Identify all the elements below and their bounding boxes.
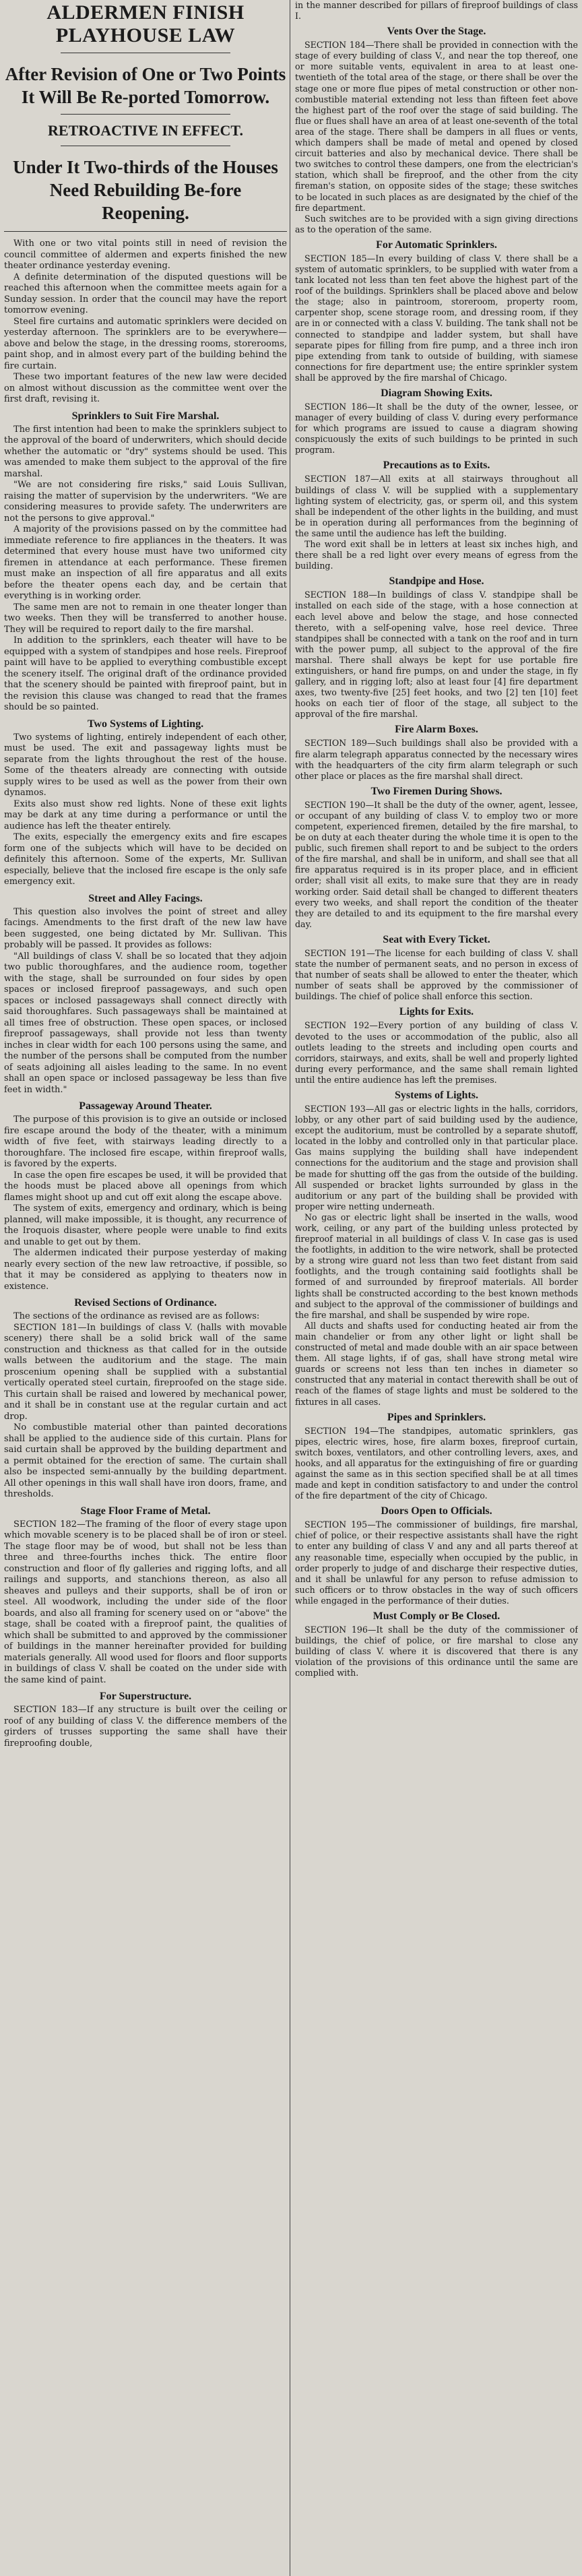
paragraph: SECTION 184—There shall be provided in connection with the stage of every building of class V., and near the top thereof, one or more suitable vents, equivalent in area to at least one-twentieth of the total area of the stage, or there shall be over the stage one or more flue pipes of metal construction or other non-combustible material extending not less than fifteen feet above the highest part of the roof over the stage of said building. The flue or flues shall have an area of at least one-seventh of the total area of the stage. There shall be dampers in all flues or vents, which dampers shall be made of metal and opened by closed circuit batteries and also by mechanical device. There shall be two switches to control these dampers, one from the electrician's station, which shall be fireproof, and the other from the city fireman's station, on opposite sides of the stage; these switches to be located in such places as are designated by the chief of the fire department. bbox=[295, 40, 578, 213]
paragraph: With one or two vital points still in need of revision the council committee of aldermen and experts finished the new theater ordinance yesterday evening. bbox=[4, 239, 287, 271]
subheading: Passageway Around Theater. bbox=[79, 1100, 212, 1112]
paragraph: SECTION 196—It shall be the duty of the commissioner of buildings, the chief of police, or fire marshal to close any building of class V. where it is discovered that there is any violation of the provisions of this ordinance until the same are complied with. bbox=[295, 1625, 578, 1678]
paragraph: SECTION 182—The framing of the floor of every stage upon which movable scenery is to be placed shall be of iron or steel. The stage floor may be of wood, but shall not be less than three and three-fourths inches thick. The entire floor construction and floor of fly galleries and rigging lofts, and all railings and supports, and stanchions thereon, as also all sheaves and pulleys and their supports, shall be of iron or steel. All woodwork, including the under side of the floor boards, and also all framing for scenery used on or "above" the stage, shall be coated with a fireproof paint, the qualities of which shall be submitted to and approved by the commissioner of buildings in the manner hereinafter provided for building materials generally. All wood used for floors and floor supports in buildings of class V. shall be coated on the under side with the same kind of paint. bbox=[4, 1519, 287, 1685]
subheading: For Automatic Sprinklers. bbox=[376, 239, 497, 251]
paragraph: In addition to the sprinklers, each theater will have to be equipped with a system of standpipes and hose reels. Fireproof paint will have to be applied to everything combustible except the scenery itself. The original draft of the ordinance provided that the scenery should be painted with fireproof paint, but in the revision this clause was changed to read that the frames should be so painted. bbox=[4, 635, 287, 712]
paragraph: Such switches are to be provided with a sign giving directions as to the operation of the same. bbox=[295, 213, 578, 234]
headline-deck-2: RETROACTIVE IN EFFECT. bbox=[48, 122, 243, 139]
subheading: Standpipe and Hose. bbox=[389, 575, 484, 588]
subheading: Two Firemen During Shows. bbox=[370, 785, 503, 797]
headline-deck-3: Under It Two-thirds of the Houses Need Rebuilding Be-fore Reopening. bbox=[13, 157, 278, 223]
paragraph: The sections of the ordinance as revised are as follows: bbox=[13, 1311, 260, 1321]
subheading: Street and Alley Facings. bbox=[88, 892, 203, 904]
paragraph: Exits also must show red lights. None of these exit lights may be dark at any time during a performance or until the audience has left the theater entirely. bbox=[4, 798, 287, 831]
paragraph: Two systems of lighting, entirely independent of each other, must be used. The exit and passageway lights must be separate from the lights throughout the rest of the house. Some of the theaters already are connecting with outside supply wires to be used as well as the power from their own dynamos. bbox=[4, 732, 287, 798]
subheading: Must Comply or Be Closed. bbox=[373, 1610, 500, 1622]
paragraph: SECTION 187—All exits at all stairways throughout all buildings of class V. will be supplied with a supplementary lighting system of electricity, gas, or sperm oil, and this system shall be independent of the other lights in the building, and must be in operation during all performances from the beginning of the same until the audience has left the building. bbox=[295, 474, 578, 538]
paragraph: SECTION 193—All gas or electric lights in the halls, corridors, lobby, or any other part of said building used by the audience, except the auditorium, must be controlled by a separate shutoff, located in the lobby and controlled only in that particular place. Gas mains supplying the building shall have independent connections for the auditorium and the stage and provision shall be made for shutting off the gas from the outside of the building. All suspended or bracket lights surrounded by glass in the auditorium or any part of the building shall be provided with proper wire netting underneath. bbox=[295, 1103, 578, 1212]
paragraph: This question also involves the point of street and alley facings. Amendments to the first draft of the new law have been suggested, one being dictated by Mr. Sullivan. This probably will be passed. It provides as follows: bbox=[4, 906, 287, 950]
right-column bbox=[295, 0, 578, 2576]
left-column bbox=[4, 0, 287, 2576]
paragraph: No combustible material other than painted decorations shall be applied to the audience side of this curtain. Plans for said curtain shall be approved by the building department and a permit obtained for the erection of same. The curtain shall also be inspected semi-annually by the building department. All other openings in this wall shall have iron doors, frame, and thresholds. bbox=[4, 1422, 287, 1499]
paragraph: The aldermen indicated their purpose yesterday of making nearly every section of the new law retroactive, if possible, so that it may be considered as applying to theaters now in existence. bbox=[4, 1248, 287, 1292]
paragraph: The purpose of this provision is to give an outside or inclosed fire escape around the body of the theater, with a minimum width of five feet, with stairways leading directly to a thoroughfare. The inclosed fire escape, within fireproof walls, is favored by the experts. bbox=[4, 1114, 287, 1169]
paragraph: The same men are not to remain in one theater longer than two weeks. Then they will be transferred to another house. They will be required to report daily to the fire marshal. bbox=[4, 602, 287, 635]
subheading: Stage Floor Frame of Metal. bbox=[80, 1505, 211, 1517]
paragraph: SECTION 191—The license for each building of class V. shall state the number of permanent seats, and no person in excess of that number of seats shall be allowed to enter the theater, which number of seats shall be approved by the commissioner of buildings. The chief of police shall enforce this section. bbox=[295, 947, 578, 1002]
paragraph: The exits, especially the emergency exits and fire escapes form one of the subjects which will have to be decided on definitely this afternoon. Some of the experts, Mr. Sullivan especially, believe that the inclosed fire escape is the only safe emergency exit. bbox=[4, 832, 287, 887]
paragraph: SECTION 194—The standpipes, automatic sprinklers, gas pipes, electric wires, hose, fire alarm boxes, fireproof curtain, switch boxes, ventilators, and other controlling levers, axes, and hooks, and all apparatus for the extinguishing of fire or guarding against the same as in this section specified shall be at all times made and kept in condition satisfactory to and under the control of the fire department of the city of Chicago. bbox=[295, 1425, 578, 1501]
subheading: Seat with Every Ticket. bbox=[383, 933, 490, 945]
headline-main: ALDERMEN FINISH PLAYHOUSE LAW bbox=[46, 1, 245, 46]
paragraph: SECTION 189—Such buildings shall also be provided with a fire alarm telegraph apparatus connected by the necessary wires with the headquarters of the city firm alarm telegraph or such other place or places as the fire marshal shall direct. bbox=[295, 738, 578, 781]
divider bbox=[4, 231, 287, 232]
divider bbox=[61, 114, 230, 115]
subheading: Diagram Showing Exits. bbox=[381, 387, 492, 399]
paragraph: The system of exits, emergency and ordinary, which is being planned, will make impossible, it is thought, any recurrence of the Iroquois disaster, where people were unable to find exits and unable to get out by them. bbox=[4, 1203, 287, 1247]
subheading: Pipes and Sprinklers. bbox=[387, 1411, 486, 1423]
paragraph: SECTION 192—Every portion of any building of class V. devoted to the uses or accommodation of the public, also all outlets leading to the streets and including open courts and corridors, stairways, and exits, shall be well and properly lighted during every performance, and the same shall remain lighted until the entire audience has left the premises. bbox=[295, 1020, 578, 1085]
left-body bbox=[4, 239, 287, 1749]
subheading: For Superstructure. bbox=[99, 1691, 192, 1702]
paragraph: A majority of the provisions passed on by the committee had immediate reference to fire appliances in the theaters. It was determined that every house must have two uniformed city firemen in attendance at each performance. These firemen must make an inspection of all fire apparatus and all exits before the theater opens each day, and be certain that everything is in working order. bbox=[4, 524, 287, 601]
paragraph: All ducts and shafts used for conducting heated air from the main chandelier or from any other light or light shall be constructed of metal and made double with an air space between them. All stage lights, if of gas, shall have strong metal wire guards or screens not less than ten inches in diameter so constructed that any material in contact therewith shall be out of reach of the flames of stage lights and must be soldered to the fixtures in all cases. bbox=[295, 1320, 578, 1407]
paragraph: A definite determination of the disputed questions will be reached this afternoon when the committee meets again for a Sunday session. In order that the council may have the report tomorrow evening. bbox=[4, 272, 287, 315]
subheading: Systems of Lights. bbox=[394, 1089, 478, 1101]
subheading: Revised Sections of Ordinance. bbox=[74, 1297, 217, 1309]
paragraph: The first intention had been to make the sprinklers subject to the approval of the board of underwriters, which should decide whether the automatic or "dry" systems should be used. This was amended to make them subject to the approval of the fire marshal. bbox=[4, 424, 287, 479]
paragraph: SECTION 183—If any structure is built over the ceiling or roof of any building of class V. the difference members of the girders of trusses supporting the same shall have their fireproofing double, bbox=[4, 1705, 287, 1749]
subheading: Doors Open to Officials. bbox=[381, 1505, 492, 1517]
paragraph: These two important features of the new law were decided on almost without discussion as the committee went over the first draft, revising it. bbox=[4, 372, 287, 404]
subheading: Fire Alarm Boxes. bbox=[395, 724, 478, 736]
paragraph: The word exit shall be in letters at least six inches high, and there shall be a red light over every means of egress from the building. bbox=[295, 539, 578, 571]
subheading: Sprinklers to Suit Fire Marshal. bbox=[71, 410, 220, 422]
paragraph: SECTION 188—In buildings of class V. standpipe shall be installed on each side of the stage, with a hose connection at each level above and below the stage, and hose connected thereto, with a self-opening valve, hose reel device. Three standpipes shall be connected with a tank on the roof and in turn with the power pump, all subject to the approval of the fire marshal. There shall always be kept for use portable fire extinguishers, or hand fire pumps, on and under the stage, in fly gallery, and in rigging loft; also at least four [4] fire department axes, two twenty-five [25] feet hooks, and two [2] ten [10] feet hooks on each tier of floor of the stage, all subject to the approval of the fire marshal. bbox=[295, 590, 578, 720]
paragraph: SECTION 185—In every building of class V. there shall be a system of automatic sprinklers, to be supplied with water from a tank located not less than ten feet above the highest part of the roof of the buildings. Sprinklers shall be placed above and below the stage; also in paintroom, storeroom, property room, carpenter shop, scene storage room, and dressing room, if they are in or connected with a class V. building. The tank shall not be connected to standpipe and ladder system, but shall have separate pipes for filling from fire pump, and a three inch iron pipe extending from tank to outside of building, with siamese connections for fire department use; the entire sprinkler system shall be approved by the fire marshal of Chicago. bbox=[295, 253, 578, 383]
paragraph: In case the open fire escapes be used, it will be provided that the hoods must be placed above all openings from which flames might shoot up and cut off exit along the escape above. bbox=[4, 1170, 287, 1203]
subheading: Two Systems of Lighting. bbox=[87, 718, 204, 730]
paragraph: "We are not considering fire risks," said Louis Sullivan, raising the matter of supervision by the underwriters. "We are considering measures to provide safety. The underwriters are not the persons to give approval." bbox=[4, 480, 287, 524]
paragraph: SECTION 195—The commissioner of buildings, fire marshal, chief of police, or their respective assistants shall have the right to enter any building of class V and any and all parts thereof at any reasonable time, especially when occupied by the public, in order properly to judge of and discharge their respective duties, and it shall be unlawful for any person to refuse admission to such officers or to throw obstacles in the way of such officers while engaged in the performance of their duties. bbox=[295, 1519, 578, 1606]
paragraph: SECTION 186—It shall be the duty of the owner, lessee, or manager of every building of class V. during every performance for which programs are issued to cause a diagram showing conspicuously the exits of such buildings to be printed in such program. bbox=[295, 402, 578, 455]
paragraph: Steel fire curtains and automatic sprinklers were decided on yesterday afternoon. The sprinklers are to be everywhere—above and below the stage, in the dressing rooms, storerooms, paint shop, and in almost every part of the building behind the fire curtain. bbox=[4, 316, 287, 371]
paragraph: "All buildings of class V. shall be so located that they adjoin two public thoroughfares, and the audience room, together with the stage, shall be surrounded on four sides by open spaces or inclosed fireproof passageways, and such open spaces or inclosed passageways shall connect directly with said thoroughfares. Such passageways shall be maintained at all times free of obstruction. These open spaces, or inclosed fireproof passageways, shall provide not less than twenty inches in clear width for each 100 persons using the same, and the number of the persons shall be computed from the number of seats adjoining all aisles leading to the same. In no event shall an open space or inclosed passageway be less than five feet in width." bbox=[4, 951, 287, 1095]
right-body bbox=[295, 0, 578, 1678]
paragraph: No gas or electric light shall be inserted in the walls, wood work, ceiling, or any part of the building unless protected by fireproof material in all buildings of class V. In case gas is used the footlights, in addition to the wire network, shall be protected by a strong wire guard not less than two feet distant from said footlights, and the trough containing said footlights shall be formed of and surrounded by fireproof materials. All border lights shall be constructed according to the best known methods and subject to the approval of the commissioner of buildings and the fire marshal, and shall be suspended by wire rope. bbox=[295, 1212, 578, 1320]
headline-deck-1: After Revision of One or Two Points It Will Be Re-ported Tomorrow. bbox=[5, 64, 286, 107]
paragraph: in the manner described for pillars of fireproof buildings of class I. bbox=[295, 0, 578, 22]
subheading: Vents Over the Stage. bbox=[387, 26, 486, 38]
paragraph: SECTION 190—It shall be the duty of the owner, agent, lessee, or occupant of any building of class V. to employ two or more competent, experienced firemen, detailed by the fire marshal, to be on duty at each theater during the whole time it is open to the public, such firemen shall report to and be subject to the orders of the fire marshal, and shall be in uniform, and shall see that all fire apparatus required is in its proper place, and in efficient order; shall visit all exits, to make sure that they are in ready working order. Said detail shall be changed to different theaters every two weeks, and shall report the condition of the theater they are detailed to and its equipment to the fire marshal every day. bbox=[295, 799, 578, 929]
subheading: Precautions as to Exits. bbox=[383, 460, 490, 472]
paragraph: SECTION 181—In buildings of class V. (halls with movable scenery) there shall be a solid brick wall of the same construction and thickness as that called for in the outside walls between the auditorium and the stage. The main proscenium opening shall be supplied with a substantial vertically operated steel curtain, fireproofed on the stage side. This curtain shall be raised and lowered by mechanical power, and it shall be in constant use at the regular curtain and act drop. bbox=[4, 1322, 287, 1422]
subheading: Lights for Exits. bbox=[399, 1006, 474, 1018]
